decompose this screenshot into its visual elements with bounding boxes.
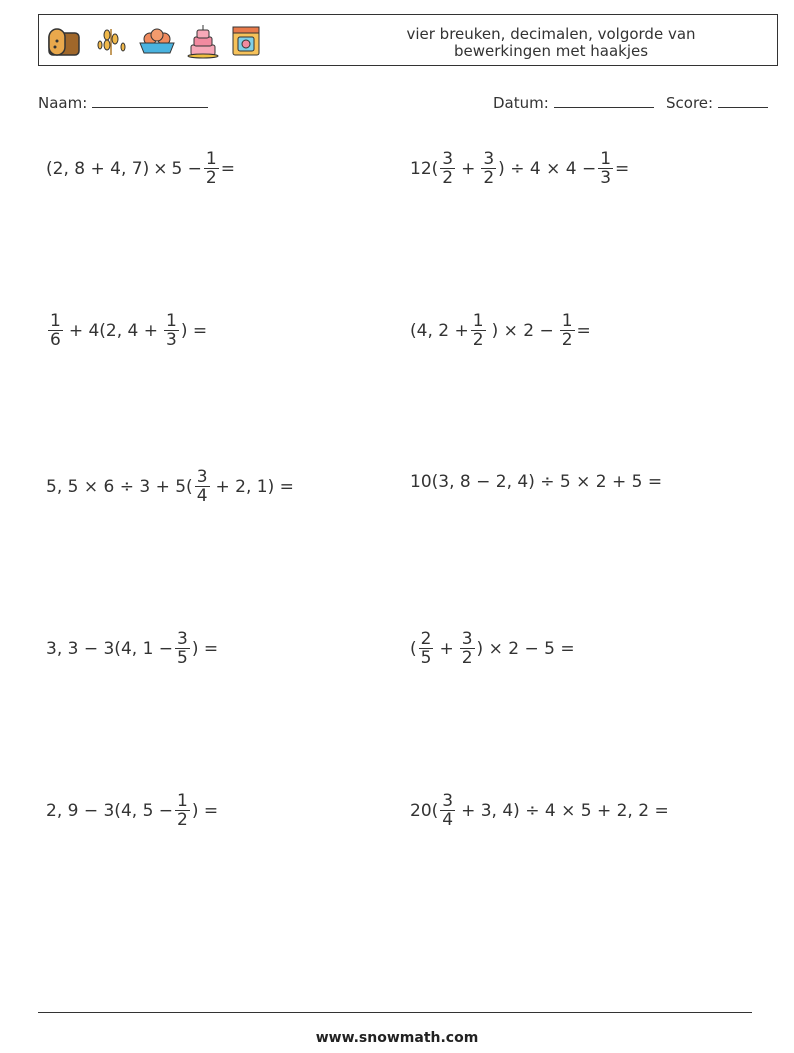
oven-icon xyxy=(229,23,263,59)
numerator: 2 xyxy=(420,629,432,649)
score-field[interactable] xyxy=(666,93,768,112)
eggs-bowl-icon xyxy=(137,23,177,59)
denominator: 2 xyxy=(205,168,217,188)
plus-sign: + xyxy=(439,638,454,659)
problem-5 xyxy=(46,468,298,505)
name-blank[interactable] xyxy=(92,93,208,108)
numerator: 3 xyxy=(442,791,454,811)
equals-sign: = xyxy=(576,320,591,341)
denominator: 2 xyxy=(177,810,188,830)
date-field[interactable] xyxy=(493,93,654,112)
expr-text: (4, 2 + xyxy=(410,320,469,341)
problem-10 xyxy=(410,792,673,829)
problem-9 xyxy=(46,792,218,829)
fraction xyxy=(471,312,486,349)
problem-8 xyxy=(410,630,575,667)
fraction xyxy=(481,150,496,187)
problem-2 xyxy=(410,150,629,187)
denominator: 2 xyxy=(442,168,454,188)
denominator: 6 xyxy=(50,330,61,350)
date-blank[interactable] xyxy=(554,93,654,108)
expr-text: ) ÷ 4 × 4 − xyxy=(498,158,597,179)
problem-4 xyxy=(410,312,591,349)
plus-sign: + xyxy=(461,158,476,179)
problem-7 xyxy=(46,630,218,667)
expr-text: ) = xyxy=(180,320,208,341)
expr-text: 2, 9 − 3(4, 5 − xyxy=(46,800,174,821)
expr-text: ) = xyxy=(191,638,219,659)
fraction xyxy=(164,312,179,349)
fraction xyxy=(560,312,575,349)
fraction xyxy=(440,792,455,829)
fraction xyxy=(204,150,219,187)
equals-sign: = xyxy=(220,158,235,179)
expr-text: + 3, 4) ÷ 4 × 5 + 2, 2 = xyxy=(461,800,669,821)
fraction xyxy=(175,630,190,667)
fraction xyxy=(440,150,455,187)
fraction xyxy=(598,150,613,187)
denominator: 4 xyxy=(442,810,454,830)
expr-text: + 2, 1) = xyxy=(215,476,294,497)
fraction xyxy=(419,630,434,667)
problem-1 xyxy=(46,150,235,187)
fraction xyxy=(48,312,63,349)
expr-text: 3, 3 − 3(4, 1 − xyxy=(46,638,174,659)
bread-icon xyxy=(45,23,85,59)
problem-3 xyxy=(46,312,207,349)
expr-text: 5, 5 × 6 ÷ 3 + 5( xyxy=(46,476,193,497)
expr-text: 20( xyxy=(410,800,439,821)
numerator: 1 xyxy=(50,311,61,331)
title-line-1: vier breuken, decimalen, volgorde van xyxy=(406,25,696,43)
expr-text: + 4(2, 4 + xyxy=(68,320,159,341)
denominator: 3 xyxy=(600,168,612,188)
numerator: 3 xyxy=(442,149,454,169)
denominator: 2 xyxy=(561,330,573,350)
denominator: 5 xyxy=(420,648,432,668)
title-line-2: bewerkingen met haakjes xyxy=(453,42,649,60)
wheat-icon xyxy=(93,23,129,59)
footer-divider xyxy=(38,1012,752,1013)
denominator: 2 xyxy=(461,648,473,668)
cake-icon xyxy=(185,23,221,59)
worksheet-title xyxy=(361,26,741,60)
denominator: 3 xyxy=(166,330,177,350)
numerator: 1 xyxy=(177,791,188,811)
expr-text: ( xyxy=(410,638,417,659)
expr-text: (2, 8 + 4, 7) xyxy=(46,158,150,179)
score-blank[interactable] xyxy=(718,93,768,108)
date-label: Datum: xyxy=(493,94,549,112)
problem-6 xyxy=(410,472,662,492)
numerator: 3 xyxy=(461,629,473,649)
worksheet-header xyxy=(38,14,778,66)
name-label: Naam: xyxy=(38,94,88,112)
denominator: 2 xyxy=(483,168,495,188)
fraction xyxy=(195,468,210,505)
numerator: 1 xyxy=(205,149,217,169)
footer-url[interactable]: www.snowmath.com xyxy=(315,1030,479,1046)
expr-text: 5 − xyxy=(171,158,202,179)
times-sign: × xyxy=(153,158,168,179)
numerator: 3 xyxy=(177,629,188,649)
expr-text: ) × 2 − 5 = xyxy=(476,638,575,659)
expr-text: ) × 2 − xyxy=(491,320,554,341)
numerator: 3 xyxy=(483,149,495,169)
numerator: 3 xyxy=(196,467,208,487)
denominator: 5 xyxy=(177,648,188,668)
numerator: 1 xyxy=(600,149,612,169)
equals-sign: = xyxy=(615,158,630,179)
numerator: 1 xyxy=(472,311,484,331)
icon-strip xyxy=(45,21,263,61)
name-field[interactable] xyxy=(38,93,208,112)
fraction xyxy=(460,630,475,667)
expr-text: ) = xyxy=(191,800,219,821)
denominator: 2 xyxy=(472,330,484,350)
numerator: 1 xyxy=(561,311,573,331)
numerator: 1 xyxy=(166,311,177,331)
expr-text: 10(3, 8 − 2, 4) ÷ 5 × 2 + 5 = xyxy=(410,472,663,492)
fraction xyxy=(175,792,190,829)
expr-text: 12( xyxy=(410,158,439,179)
score-label: Score: xyxy=(666,94,714,112)
denominator: 4 xyxy=(196,486,208,506)
